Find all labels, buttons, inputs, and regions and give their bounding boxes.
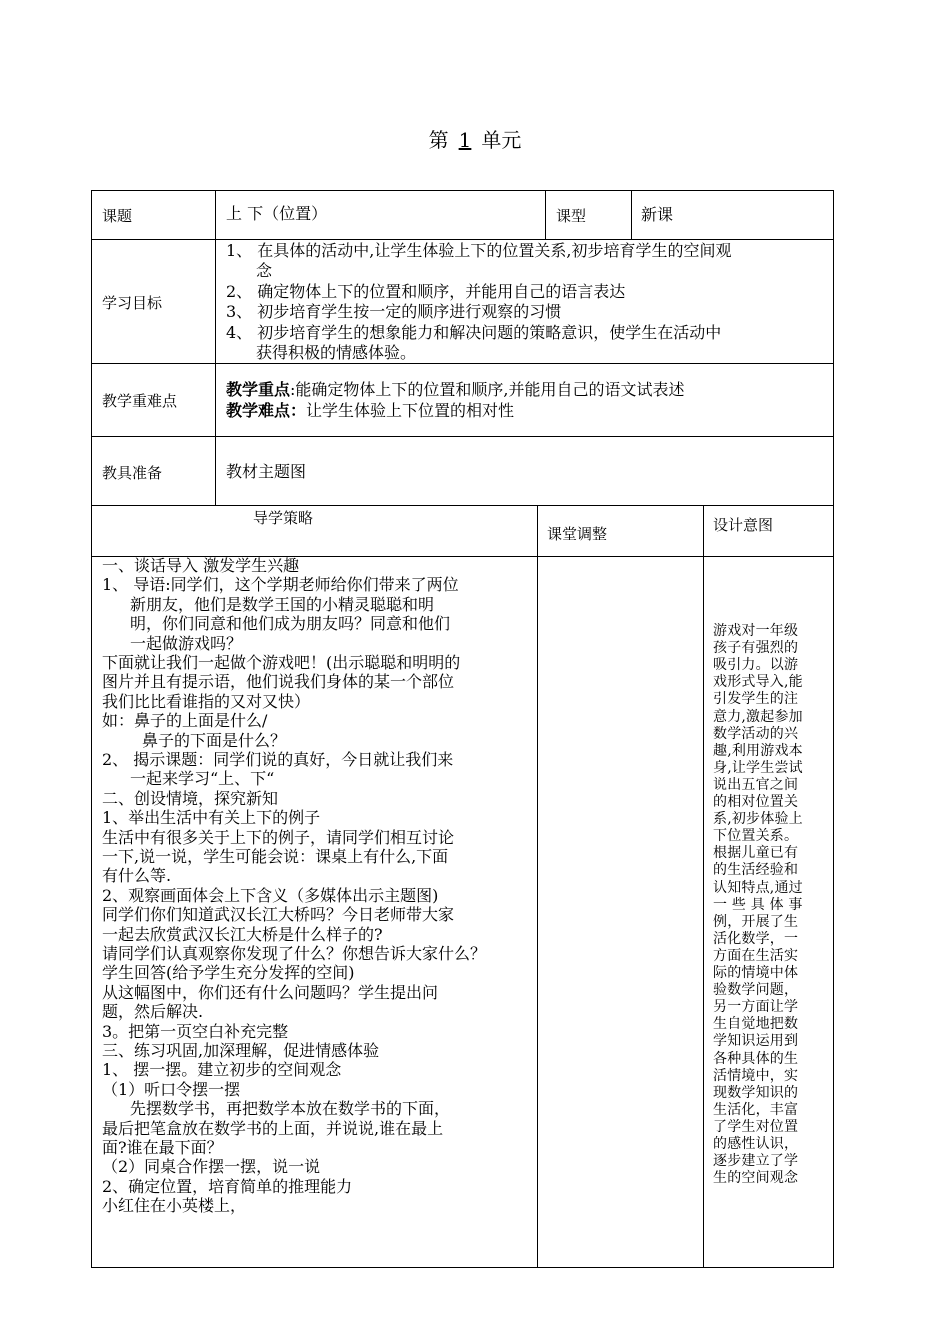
design-intent-line: 生的空间观念 — [713, 1170, 799, 1187]
goal-item: 获得积极的情感体验。 — [256, 343, 417, 362]
tools-label: 教具准备 — [102, 464, 163, 482]
key-difficulty-text: 让学生体验上下位置的相对性 — [306, 401, 515, 420]
design-intent-line: 身,让学生尝试 — [713, 759, 803, 776]
column-divider — [537, 505, 538, 1268]
topic-value: 上 下（位置） — [226, 204, 328, 223]
type-label: 课型 — [556, 207, 587, 225]
key-focus-label: 教学重点 — [226, 380, 291, 399]
lesson-line: 同学们你们知道武汉长江大桥吗？今日老师带大家 — [102, 905, 455, 925]
type-value: 新课 — [641, 205, 674, 224]
design-header: 设计意图 — [713, 516, 774, 534]
lesson-line: 3。把第一页空白补充完整 — [102, 1021, 289, 1041]
lesson-line: （2）同桌合作摆一摆，说一说 — [102, 1157, 321, 1177]
column-divider — [833, 190, 834, 1268]
lesson-line: 2、观察画面体会上下含义（多媒体出示主题图) — [102, 885, 439, 905]
column-divider — [631, 190, 632, 240]
lesson-line: 下面就让我们一起做个游戏吧！(出示聪聪和明明的 — [102, 653, 461, 672]
lesson-line: 小红住在小英楼上， — [102, 1196, 247, 1216]
column-divider — [91, 190, 92, 1268]
column-divider — [215, 190, 216, 506]
row-divider — [91, 239, 834, 240]
design-intent-line: 游戏对一年级 — [713, 623, 799, 639]
lesson-line: 一下,说一说，学生可能会说：课桌上有什么,下面 — [102, 847, 449, 866]
design-intent-line: 说出五官之间 — [713, 776, 799, 793]
goal-item: 2、 确定物体上下的位置和顺序，并能用自己的语言表达 — [226, 282, 626, 301]
design-intent-line: 趣,利用游戏本 — [713, 742, 803, 759]
title-prefix: 第 — [428, 128, 449, 152]
lesson-line: 面?谁在最下面？ — [102, 1138, 223, 1157]
lesson-line: 有什么等. — [102, 866, 172, 886]
keypoints-label: 教学重难点 — [102, 392, 178, 410]
unit-number: 1 — [458, 128, 472, 152]
page-title — [0, 124, 950, 153]
lesson-line: 三、练习巩固,加深理解，促进情感体验 — [102, 1041, 380, 1060]
lesson-line: 图片并且有提示语，他们说我们身体的某一个部位 — [102, 672, 455, 692]
design-intent-line: 引发学生的注 — [713, 691, 799, 708]
lesson-line: 1、举出生活中有关上下的例子 — [102, 808, 321, 828]
design-intent-line: 意力,激起参加 — [713, 708, 803, 725]
lesson-line: 新朋友，他们是数学王国的小精灵聪聪和明 — [130, 594, 435, 614]
design-intent-line: 下位置关系。 — [713, 828, 799, 845]
design-intent-line: 的感性认识， — [713, 1136, 799, 1152]
design-intent-line: 活情境中，实 — [713, 1067, 799, 1084]
design-intent-line: 的生活经验和 — [713, 862, 799, 879]
design-intent-line: 学知识运用到 — [713, 1033, 799, 1050]
design-intent-line: 孩子有强烈的 — [713, 640, 799, 657]
design-intent-line: 生自觉地把数 — [713, 1016, 799, 1033]
lesson-line: 2、 揭示课题：同学们说的真好，今日就让我们来 — [102, 750, 454, 769]
goal-item: 念 — [256, 261, 273, 280]
row-divider — [91, 505, 834, 506]
row-divider — [91, 436, 834, 437]
design-intent-line: 现数学知识的 — [713, 1084, 799, 1101]
design-intent-line: 活化数学，一 — [713, 930, 799, 947]
lesson-line: 鼻子的下面是什么？ — [142, 730, 287, 750]
key-difficulty — [226, 401, 514, 421]
goal-item: 4、 初步培育学生的想象能力和解决问题的策略意识，使学生在活动中 — [226, 323, 722, 342]
design-intent-line: 方面在生活实 — [713, 947, 799, 964]
design-intent-line: 例，开展了生 — [713, 913, 799, 930]
goals-label: 学习目标 — [102, 294, 163, 312]
title-suffix: 单元 — [481, 128, 522, 152]
design-intent-line: 各种具体的生 — [713, 1050, 799, 1067]
tools-value: 教材主题图 — [226, 462, 307, 481]
design-intent-line: 验数学问题， — [713, 982, 799, 999]
lesson-line: 1、 摆一摆。建立初步的空间观念 — [102, 1060, 342, 1080]
lesson-line: 一起来学习“上、下“ — [130, 769, 275, 789]
goal-item: 3、 初步培育学生按一定的顺序进行观察的习惯 — [226, 302, 562, 321]
column-divider — [545, 190, 546, 240]
row-divider — [91, 1267, 834, 1268]
lesson-line: （1）听口令摆一摆 — [102, 1079, 241, 1099]
lesson-line: 1、 导语:同学们，这个学期老师给你们带来了两位 — [102, 575, 459, 595]
design-intent-line: 数学活动的兴 — [713, 725, 799, 742]
design-intent-line: 逐步建立了学 — [713, 1153, 799, 1170]
lesson-line: 二、创设情境，探究新知 — [102, 788, 279, 808]
goal-item: 1、 在具体的活动中,让学生体验上下的位置关系,初步培育学生的空间观 — [226, 241, 732, 260]
lesson-line: 最后把笔盒放在数学书的上面，并说说,谁在最上 — [102, 1118, 444, 1138]
lesson-line: 我们比比看谁指的又对又快） — [102, 691, 311, 711]
key-focus — [226, 380, 685, 400]
lesson-line: 从这幅图中，你们还有什么问题吗？学生提出问 — [102, 982, 439, 1002]
lesson-line: 一、谈话导入 激发学生兴趣 — [102, 556, 300, 575]
lesson-line: 一起做游戏吗？ — [130, 633, 243, 653]
guide-header: 导学策略 — [253, 509, 314, 527]
key-focus-text: :能确定物体上下的位置和顺序,并能用自己的语文试表述 — [290, 380, 685, 399]
design-intent-line: 了学生对位置 — [713, 1118, 799, 1135]
column-divider — [703, 505, 704, 1268]
lesson-line: 2、确定位置，培育简单的推理能力 — [102, 1176, 353, 1196]
lesson-line: 一起去欣赏武汉长江大桥是什么样子的? — [102, 924, 383, 944]
lesson-line: 明，你们同意和他们成为朋友吗？同意和他们 — [130, 614, 451, 634]
lesson-line: 如：鼻子的上面是什么/ — [102, 711, 268, 731]
design-intent-line: 际的情境中体 — [713, 965, 799, 981]
row-divider — [91, 363, 834, 364]
design-intent-line: 认知特点,通过 — [713, 879, 803, 896]
row-divider — [91, 190, 834, 191]
design-intent-line: 的相对位置关 — [713, 794, 799, 810]
design-intent-line: 系,初步体验上 — [713, 811, 803, 828]
adjust-header: 课堂调整 — [547, 525, 608, 543]
design-intent-line: 另一方面让学 — [713, 999, 799, 1016]
key-difficulty-label: 教学难点： — [226, 401, 307, 420]
lesson-line: 生活中有很多关于上下的例子，请同学们相互讨论 — [102, 827, 455, 847]
lesson-line: 题，然后解决. — [102, 1002, 204, 1022]
design-intent-line: 一 些 具 体 事 — [713, 896, 803, 913]
design-intent-line: 生活化，丰富 — [713, 1101, 799, 1118]
design-intent-line: 根据儿童已有 — [713, 845, 799, 862]
lesson-line: 学生回答(给予学生充分发挥的空间) — [102, 963, 355, 983]
design-intent-line: 戏形式导入,能 — [713, 674, 803, 691]
topic-label: 课题 — [102, 207, 133, 225]
design-intent-line: 吸引力。以游 — [713, 657, 799, 674]
lesson-line: 请同学们认真观察你发现了什么？你想告诉大家什么？ — [102, 944, 487, 963]
lesson-line: 先摆数学书，再把数学本放在数学书的下面， — [130, 1099, 451, 1119]
